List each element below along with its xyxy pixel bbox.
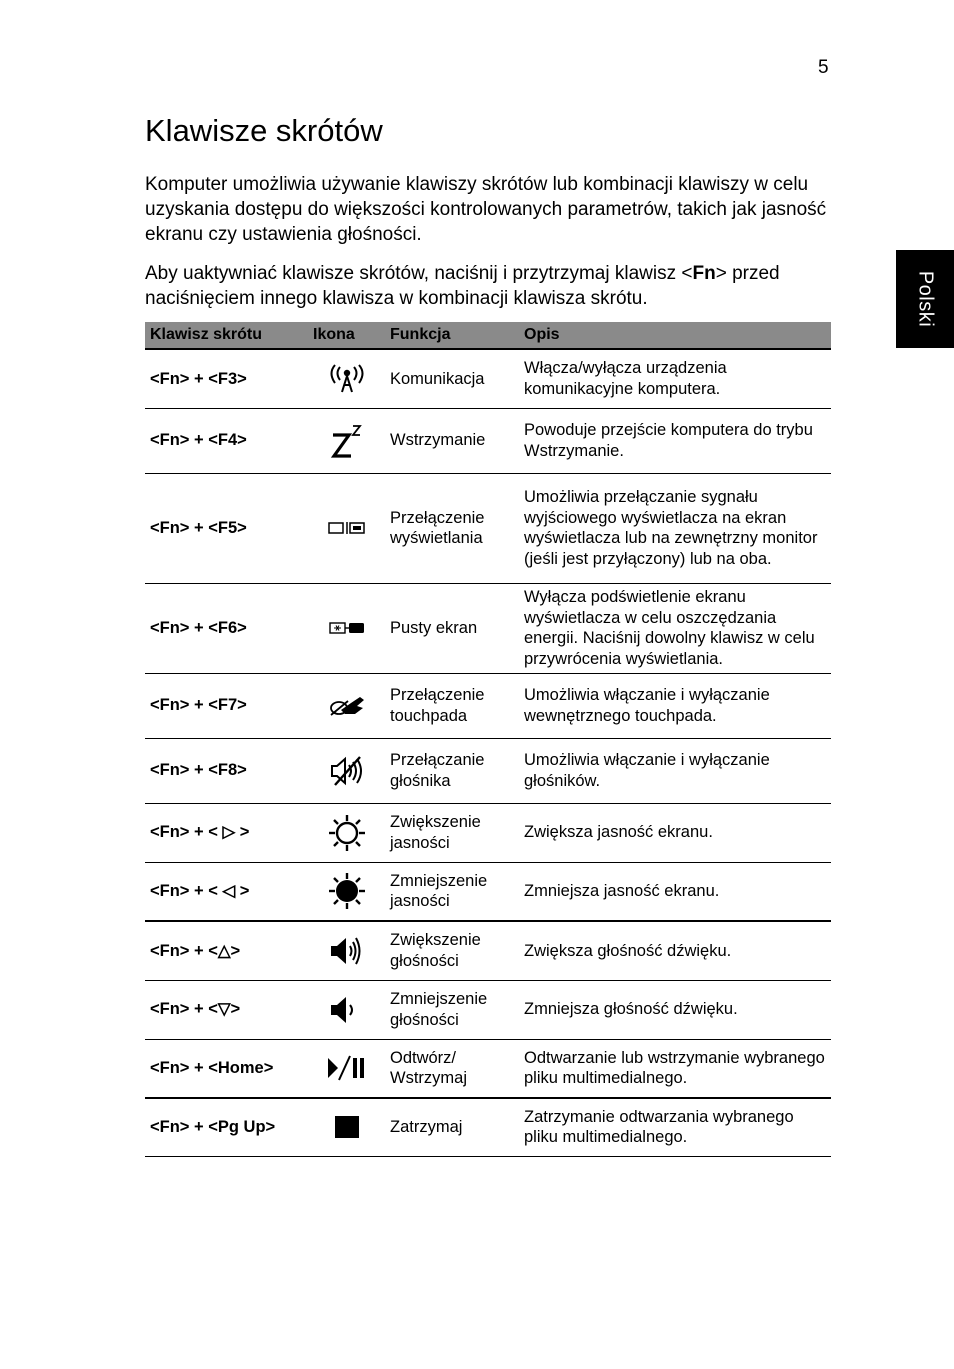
sleep-icon	[308, 421, 385, 461]
row-key: <Fn> + <F3>	[145, 349, 308, 408]
display-off-icon	[308, 620, 385, 636]
row-description: Umożliwia włączanie i wyłączanie wewnętrznego touchpada.	[519, 673, 831, 738]
header-icon: Ikona	[308, 322, 385, 349]
row-function: Pusty ekran	[385, 583, 519, 673]
row-description: Zmniejsza głośność dźwięku.	[519, 980, 831, 1039]
row-function: Zmniejszenie jasności	[385, 862, 519, 921]
play-pause-icon	[308, 1053, 385, 1083]
row-function: Zatrzymaj	[385, 1098, 519, 1156]
table-row	[145, 1098, 831, 1156]
header-function: Funkcja	[385, 322, 519, 349]
row-description: Odtwarzanie lub wstrzymanie wybranego pliku multimedialnego.	[519, 1039, 831, 1098]
instruction-before: Aby uaktywniać klawisze skrótów, naciśnij i przytrzymaj klawisz <	[145, 263, 693, 284]
stop-icon	[308, 1113, 385, 1141]
language-tab	[896, 250, 954, 348]
header-key: Klawisz skrótu	[145, 322, 308, 349]
table-row	[145, 980, 831, 1039]
language-tab-label: Polski	[914, 270, 937, 328]
row-function: Przełączenie wyświetlania	[385, 473, 519, 583]
row-function: Przełączenie touchpada	[385, 673, 519, 738]
row-key: <Fn> + <Pg Up>	[145, 1098, 308, 1156]
row-description: Zatrzymanie odtwarzania wybranego pliku multimedialnego.	[519, 1098, 831, 1156]
table-row	[145, 473, 831, 583]
row-description: Włącza/wyłącza urządzenia komunikacyjne komputera.	[519, 349, 831, 408]
row-function: Odtwórz/ Wstrzymaj	[385, 1039, 519, 1098]
row-description: Zwiększa głośność dźwięku.	[519, 921, 831, 980]
page-number: 5	[818, 57, 829, 78]
row-key: <Fn> + <▽>	[145, 980, 308, 1039]
row-key: <Fn> + <Home>	[145, 1039, 308, 1098]
instruction-paragraph	[145, 261, 835, 311]
table-row	[145, 1039, 831, 1098]
row-function: Przełączanie głośnika	[385, 738, 519, 803]
row-key: <Fn> + < ▷ >	[145, 803, 308, 862]
row-function: Zwiększenie głośności	[385, 921, 519, 980]
table-row	[145, 408, 831, 473]
row-key: <Fn> + <F4>	[145, 408, 308, 473]
table-row	[145, 921, 831, 980]
brightness-down-icon	[308, 871, 385, 911]
touchpad-toggle-icon	[308, 692, 385, 720]
row-description: Zwiększa jasność ekranu.	[519, 803, 831, 862]
wireless-icon	[308, 364, 385, 394]
volume-up-icon	[308, 934, 385, 968]
page-title: Klawisze skrótów	[145, 113, 383, 148]
row-key: <Fn> + <F8>	[145, 738, 308, 803]
hotkey-table	[145, 322, 831, 1157]
row-description: Umożliwia włączanie i wyłączanie głośników.	[519, 738, 831, 803]
row-key: <Fn> + <△>	[145, 921, 308, 980]
brightness-up-icon	[308, 813, 385, 853]
speaker-toggle-icon	[308, 754, 385, 788]
row-key: <Fn> + <F7>	[145, 673, 308, 738]
row-key: <Fn> + <F5>	[145, 473, 308, 583]
volume-down-icon	[308, 993, 385, 1027]
table-row	[145, 738, 831, 803]
row-function: Zmniejszenie głośności	[385, 980, 519, 1039]
row-key: <Fn> + <F6>	[145, 583, 308, 673]
row-function: Zwiększenie jasności	[385, 803, 519, 862]
table-row	[145, 803, 831, 862]
instruction-after: > przed naciśnięciem innego klawisza w kombinacji klawisza skrótu.	[145, 263, 780, 309]
display-toggle-icon	[308, 520, 385, 536]
row-function: Komunikacja	[385, 349, 519, 408]
fn-key-label: Fn	[692, 263, 716, 284]
intro-paragraph: Komputer umożliwia używanie klawiszy skrótów lub kombinacji klawiszy w celu uzyskania dostępu do większości kontrolowanych parametrów, takich jak jasność ekranu czy ustawienia głośności.	[145, 174, 827, 245]
row-description: Zmniejsza jasność ekranu.	[519, 862, 831, 921]
row-description: Powoduje przejście komputera do trybu Wstrzymanie.	[519, 408, 831, 473]
table-row	[145, 349, 831, 408]
row-description: Wyłącza podświetlenie ekranu wyświetlacza w celu oszczędzania energii. Naciśnij dowolny klawisz w celu przywrócenia wyświetlania.	[519, 583, 831, 673]
row-description: Umożliwia przełączanie sygnału wyjściowego wyświetlacza na ekran wyświetlacza lub na zewnętrzny monitor (jeśli jest przyłączony) lub na oba.	[519, 473, 831, 583]
table-row	[145, 862, 831, 921]
row-function: Wstrzymanie	[385, 408, 519, 473]
row-key: <Fn> + < ◁ >	[145, 862, 308, 921]
table-row	[145, 583, 831, 673]
table-header-row	[145, 322, 831, 349]
table-row	[145, 673, 831, 738]
header-description: Opis	[519, 322, 831, 349]
